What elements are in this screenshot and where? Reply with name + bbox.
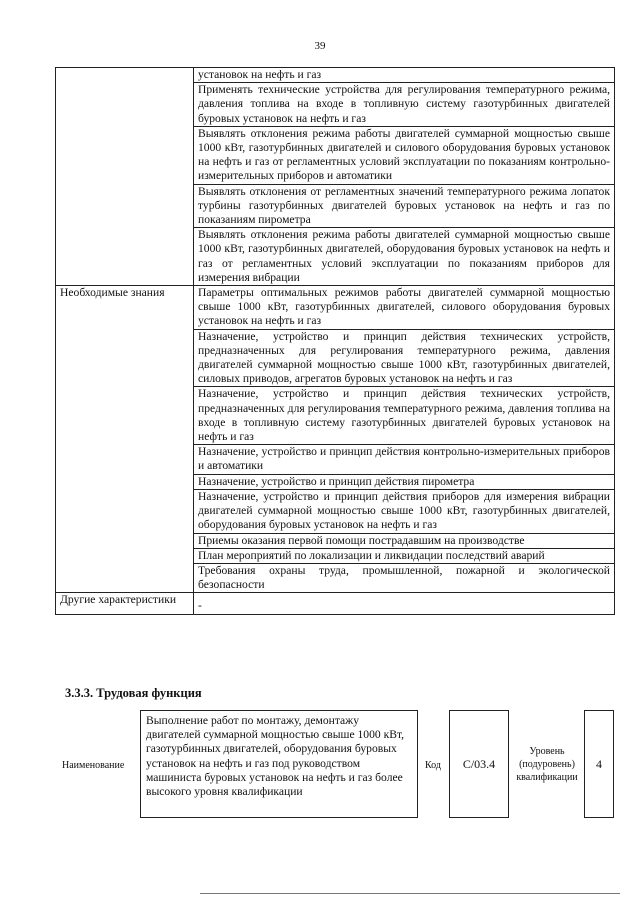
list-item: Требования охраны труда, промышленной, пожарной и экологической безопасности (194, 563, 615, 592)
list-item: Параметры оптимальных режимов работы двигателей суммарной мощностью свыше 1000 кВт, газотурбинных двигателей, силового оборудования буровых установок на нефть и газ (194, 286, 615, 330)
list-item: Приемы оказания первой помощи пострадавшим на производстве (194, 533, 615, 548)
level-label: Уровень (подуровень) квалификации (516, 746, 578, 783)
competency-table (55, 67, 615, 615)
level-value: 4 (584, 710, 614, 818)
code-label: Код (425, 760, 441, 771)
list-item: Назначение, устройство и принцип действия пирометра (194, 474, 615, 489)
row-label-other: Другие характеристики (56, 593, 194, 614)
table-row (56, 68, 615, 83)
table-row (56, 593, 615, 614)
row-label-empty (56, 68, 194, 286)
page-number: 39 (314, 40, 326, 52)
table-row (56, 286, 615, 330)
list-item: Выявлять отклонения от регламентных значений температурного режима лопаток турбины газотурбинных двигателей буровых установок на нефть и газ по показаниям пирометра (194, 184, 615, 228)
row-label-knowledge: Необходимые знания (56, 286, 194, 593)
list-item: Назначение, устройство и принцип действия технических устройств, предназначенных для регулирования температурного режима, давления двигателей суммарной мощностью свыше 1000 кВт, газотурбинных двигателей, силовых приводов, агрегатов буровых установок на нефть и газ (194, 329, 615, 387)
list-item: Применять технические устройства для регулирования температурного режима, давления топлива на входе в топливную систему газотурбинных двигателей буровых установок на нефть и газ (194, 83, 615, 127)
list-item: Назначение, устройство и принцип действия контрольно-измерительных приборов и автоматики (194, 445, 615, 474)
footer-divider (200, 893, 620, 894)
list-item: установок на нефть и газ (194, 68, 615, 83)
list-item: Выявлять отклонения режима работы двигателей суммарной мощностью свыше 1000 кВт, газотурбинных двигателей, оборудования буровых установок на нефть и газ от регламентных условий эксплуатации по показаниям приборов для измерения вибрации (194, 228, 615, 286)
name-value: Выполнение работ по монтажу, демонтажу двигателей суммарной мощностью свыше 1000 кВт, газотурбинных двигателей, оборудования буровых установок на нефть и газ под руководством машиниста буровых установок на нефть и газ более высокого уровня квалификации (140, 710, 418, 818)
name-label: Наименование (62, 760, 125, 771)
list-item: План мероприятий по локализации и ликвидации последствий аварий (194, 548, 615, 563)
list-item: Назначение, устройство и принцип действия технических устройств, предназначенных для регулирования температурного режима, давления топлива на входе в топливную систему газотурбинных двигателей буровых установок на нефть и газ (194, 387, 615, 445)
list-item: Назначение, устройство и принцип действия приборов для измерения вибрации двигателей суммарной мощностью свыше 1000 кВт, газотурбинных двигателей, оборудования буровых установок на нефть и газ (194, 489, 615, 533)
list-item: Выявлять отклонения режима работы двигателей суммарной мощностью свыше 1000 кВт, газотурбинных двигателей и силового оборудования буровых установок на нефть и газ от регламентных условий эксплуатации по показаниям контрольно-измерительных приборов и автоматики (194, 126, 615, 184)
section-title: 3.3.3. Трудовая функция (65, 686, 202, 700)
list-item: - (194, 593, 615, 614)
code-value: С/03.4 (449, 710, 509, 818)
